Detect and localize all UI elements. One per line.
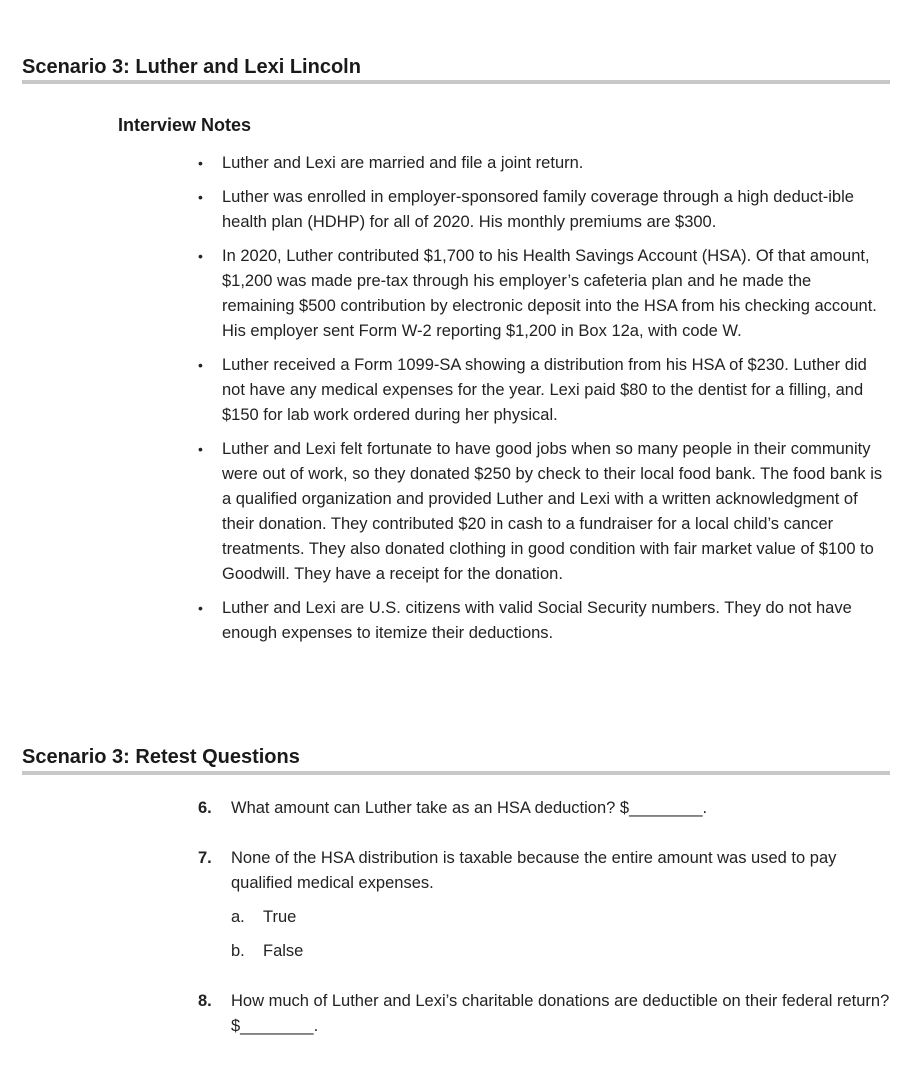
title-divider bbox=[22, 80, 890, 84]
bullet: • bbox=[198, 248, 203, 264]
note-text: Luther and Lexi are U.S. citizens with valid Social Security numbers. They do not have enough expenses to itemize their deductions. bbox=[222, 599, 852, 642]
note-text: Luther received a Form 1099-SA showing a distribution from his HSA of $230. Luther did not have any medical expenses for the year. Lexi paid $80 to the dentist for a filling, and $150 for lab work ordered during her physical. bbox=[222, 356, 867, 424]
question-number: 8. bbox=[198, 992, 212, 1010]
bullet: • bbox=[198, 357, 203, 373]
retest-title: Scenario 3: Retest Questions bbox=[22, 746, 300, 768]
note-text: Luther and Lexi felt fortunate to have good jobs when so many people in their community were out of work, so they donated $250 by check to their local food bank. The food bank is a qualified organization and provided Luther and Lexi with a written acknowledgment of their donation. They contributed $20 in cash to a fundraiser for a local child’s cancer treatments. They also donated clothing in good condition with fair market value of $100 to Goodwill. They have a receipt for the donation. bbox=[222, 440, 883, 583]
note-item bbox=[198, 437, 888, 587]
question-number: 7. bbox=[198, 849, 212, 867]
question-7 bbox=[198, 846, 898, 896]
question-text: How much of Luther and Lexi’s charitable donations are deductible on their federal return? $________. bbox=[231, 992, 890, 1035]
interview-notes-list bbox=[198, 151, 888, 655]
bullet: • bbox=[198, 441, 203, 457]
option-letter: a. bbox=[231, 908, 245, 926]
option-letter: b. bbox=[231, 942, 245, 960]
note-item bbox=[198, 185, 888, 235]
notes-heading: Interview Notes bbox=[118, 115, 252, 135]
option-a bbox=[231, 905, 296, 930]
scenario-title: Scenario 3: Luther and Lexi Lincoln bbox=[22, 56, 361, 78]
option-text: True bbox=[263, 908, 297, 926]
bullet: • bbox=[198, 600, 203, 616]
question-8 bbox=[198, 989, 898, 1039]
question-text: None of the HSA distribution is taxable because the entire amount was used to pay qualified medical expenses. bbox=[231, 849, 837, 892]
note-item bbox=[198, 596, 888, 646]
question-text: What amount can Luther take as an HSA deduction? $________. bbox=[231, 799, 708, 817]
note-text: Luther and Lexi are married and file a joint return. bbox=[222, 154, 584, 172]
note-item bbox=[198, 353, 888, 428]
bullet: • bbox=[198, 155, 203, 171]
note-item bbox=[198, 244, 888, 344]
option-b bbox=[231, 939, 303, 964]
bullet: • bbox=[198, 189, 203, 205]
question-6 bbox=[198, 796, 898, 821]
option-text: False bbox=[263, 942, 304, 960]
retest-divider bbox=[22, 771, 890, 775]
note-text: In 2020, Luther contributed $1,700 to his Health Savings Account (HSA). Of that amount, $1,200 was made pre-tax through his employer’s cafeteria plan and he made the remaining $500 contribution by electronic deposit into the HSA from his checking account. His employer sent Form W-2 reporting $1,200 in Box 12a, with code W. bbox=[222, 247, 877, 340]
note-text: Luther was enrolled in employer-sponsored family coverage through a high deduct-ible health plan (HDHP) for all of 2020. His monthly premiums are $300. bbox=[222, 188, 854, 231]
question-number: 6. bbox=[198, 799, 212, 817]
note-item bbox=[198, 151, 888, 176]
